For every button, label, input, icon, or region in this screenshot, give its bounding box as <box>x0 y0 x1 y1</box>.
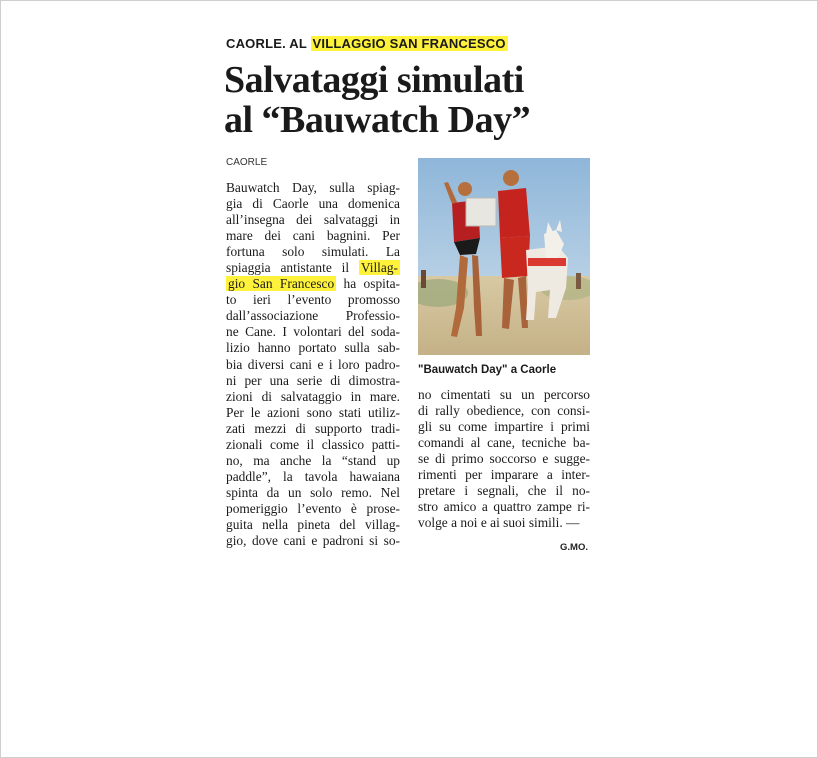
col1-line: all’insegna dei salvataggi in <box>226 212 400 228</box>
col1-line: gio, dove cani e padroni si so- <box>226 533 400 549</box>
article-photo <box>418 158 590 355</box>
col1-line: guita nella pineta del villag- <box>226 516 400 532</box>
col1-line: fortuna solo simulati. La <box>226 244 400 260</box>
col2-line: rimenti per imparare a inter- <box>418 467 590 483</box>
col2-line: no cimentati su un percorso <box>418 387 590 402</box>
col2-line: comandi al cane, tecniche ba- <box>418 435 590 451</box>
kicker-highlight: VILLAGGIO SAN FRANCESCO <box>312 36 506 51</box>
col2-line: pretare i segnali, che il no- <box>418 483 590 499</box>
col1-line: spinta da un solo remo. Nel <box>226 484 400 500</box>
author-signature: G.MO. <box>560 542 588 553</box>
col1-line: lizio hanno portato sulla sab- <box>226 340 400 356</box>
col1-line: zioni di salvataggio in mare. <box>226 388 400 404</box>
photo-illustration <box>418 158 590 355</box>
col1-line: Per le azioni sono stati utiliz- <box>226 404 400 420</box>
col2-line: di rally obedience, con consi- <box>418 403 590 419</box>
highlight-san-francesco: gio San Francesco <box>228 276 335 292</box>
col1-line-highlight-b: gio San Francesco ha ospita- <box>228 276 400 292</box>
col1-line: dall’associazione Professio- <box>226 308 400 324</box>
dateline: CAORLE <box>226 157 268 168</box>
kicker-prefix: CAORLE. AL <box>226 36 307 51</box>
col2-line: stro amico a quattro zampe ri- <box>418 499 590 515</box>
col1-line: zati mezzi di supporto tradi- <box>226 420 400 436</box>
col1-line: bia diversi cani e i loro padro- <box>226 356 400 372</box>
col2-line: se di primo soccorso e sugge- <box>418 451 590 467</box>
col1-line: mare dei cani bagnini. Per <box>226 228 400 244</box>
photo-caption: "Bauwatch Day" a Caorle <box>418 364 557 376</box>
highlight-villaggio: Villag- <box>360 260 398 276</box>
col2-line: gli su come impartire i primi <box>418 419 590 435</box>
col1-line: ne Cane. I volontari del soda- <box>226 324 400 340</box>
headline <box>224 60 584 140</box>
headline-line-2: al “Bauwatch Day” <box>224 99 531 141</box>
col1-line: gia di Caorle una domenica <box>226 196 400 212</box>
col1-line: zionali come il classico patti- <box>226 436 400 452</box>
headline-line-1: Salvataggi simulati <box>224 59 524 101</box>
col1-line: ni per una serie di dimostra- <box>226 372 400 388</box>
col1-line: paddle”, la tavola hawaiana <box>226 468 400 484</box>
kicker <box>226 36 508 51</box>
col1-line: to ieri l’evento promosso <box>226 292 400 308</box>
article-column-2 <box>418 387 590 531</box>
article-column-1 <box>226 180 400 549</box>
col2-line: volge a noi e ai suoi simili. — <box>418 515 580 531</box>
col1-line: pomeriggio l’evento è prose- <box>226 500 400 516</box>
col1-line: no, ma anche la “stand up <box>226 452 400 468</box>
col1-line: Bauwatch Day, sulla spiag- <box>226 180 400 195</box>
col1-line-highlight-a: spiaggia antistante il Villag- <box>226 260 398 276</box>
